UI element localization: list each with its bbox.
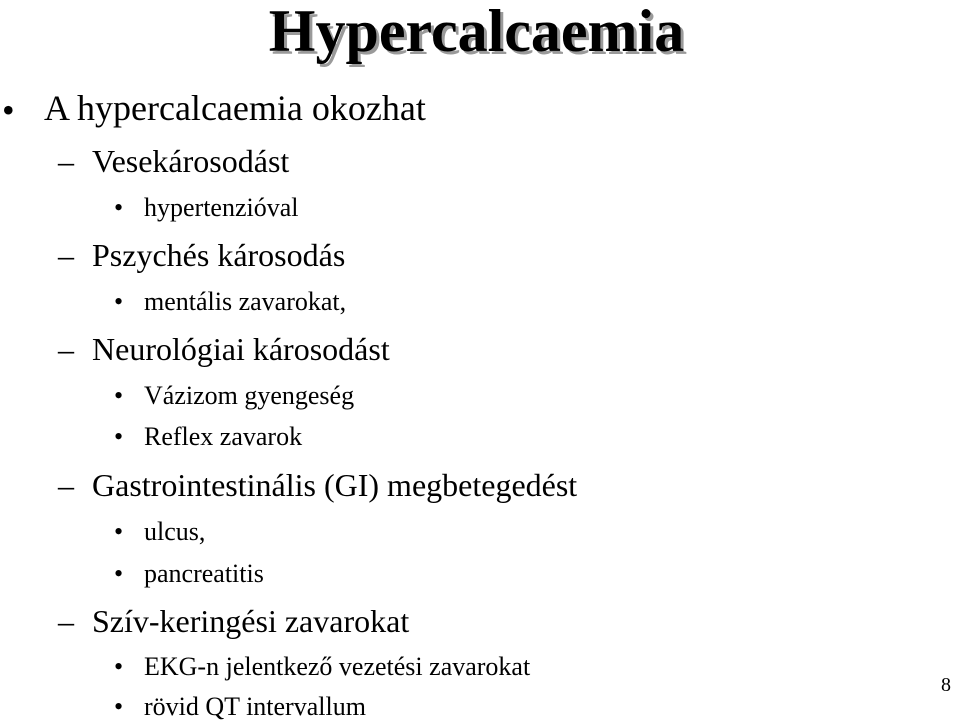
sub-point: Vesekárosodást (92, 143, 290, 179)
bullet-marker: • (114, 652, 124, 681)
bullet-marker: • (114, 287, 124, 316)
slide-title-text: Hypercalcaemia (268, 0, 685, 64)
dash-marker: – (58, 603, 74, 639)
sub-sub-point: rövid QT intervallum (144, 692, 366, 721)
sub-point: Pszychés károsodás (92, 237, 346, 273)
sub-point: Gastrointestinális (GI) megbetegedést (92, 467, 578, 503)
sub-sub-point: mentális zavarokat, (144, 287, 347, 316)
sub-sub-point: ulcus, (144, 517, 206, 546)
dash-marker: – (58, 143, 74, 179)
bullet-marker: • (2, 90, 15, 130)
slide-title (0, 0, 959, 62)
sub-sub-point: Vázizom gyengeség (144, 381, 355, 410)
bullet-marker: • (114, 381, 124, 410)
bullet-marker: • (114, 193, 124, 222)
sub-sub-point: Reflex zavarok (144, 422, 303, 451)
bullet-marker: • (114, 422, 124, 451)
sub-sub-point: hypertenzióval (144, 193, 299, 222)
sub-point: Szív-keringési zavarokat (92, 603, 410, 639)
bullet-marker: • (114, 517, 124, 546)
sub-sub-point: EKG-n jelentkező vezetési zavarokat (144, 652, 531, 681)
page-number: 8 (941, 674, 951, 696)
dash-marker: – (58, 467, 74, 503)
sub-point: Neurológiai károsodást (92, 331, 390, 367)
bullet-marker: • (114, 692, 124, 721)
dash-marker: – (58, 331, 74, 367)
sub-sub-point: pancreatitis (144, 559, 264, 588)
dash-marker: – (58, 237, 74, 273)
bullet-marker: • (114, 559, 124, 588)
main-point: A hypercalcaemia okozhat (44, 88, 426, 128)
